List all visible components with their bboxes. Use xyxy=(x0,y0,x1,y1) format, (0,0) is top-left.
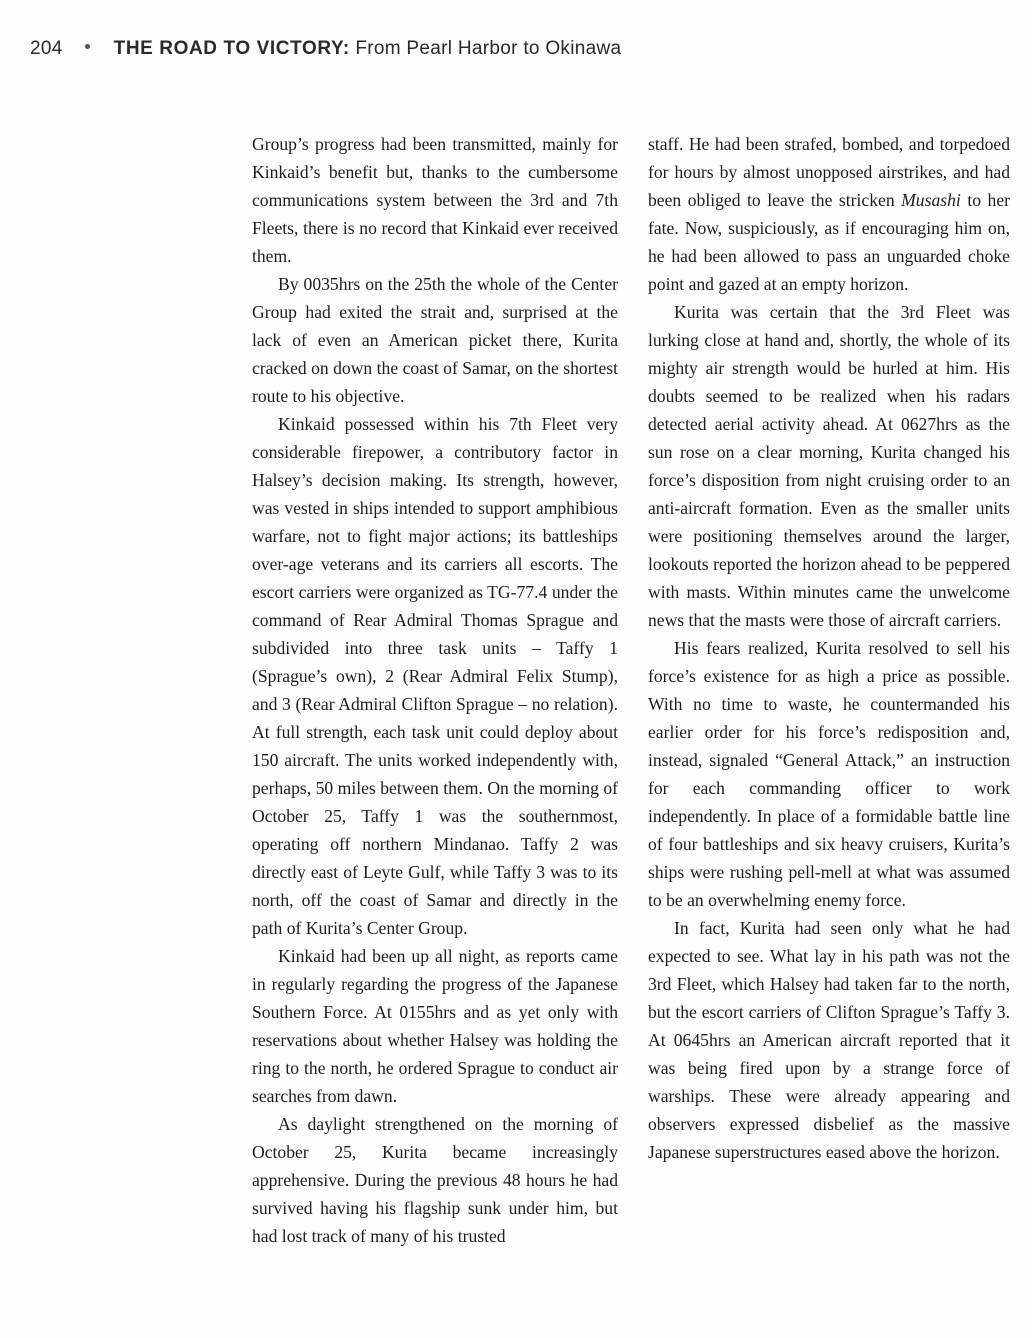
separator-bullet-icon xyxy=(85,44,90,49)
running-head xyxy=(30,38,621,60)
ship-name-italic: Musashi xyxy=(901,190,961,210)
paragraph: As daylight strengthened on the morning of October 25, Kurita became increasingly apprehensive. During the previous 48 hours he had survived having his flagship sunk under him, but had lost track of many of his trusted xyxy=(252,1114,618,1246)
paragraph: By 0035hrs on the 25th the whole of the Center Group had exited the strait and, surprised at the lack of even an American picket there, Kurita cracked on down the coast of Samar, on the shortest route to his objective. xyxy=(252,274,618,406)
page-number: 204 xyxy=(30,38,63,59)
paragraph: Kinkaid had been up all night, as reports came in regularly regarding the progress of the Japanese Southern Force. At 0155hrs and as yet only with reservations about whether Halsey was holding the ring to the north, he ordered Sprague to conduct air searches from dawn. xyxy=(252,946,618,1106)
paragraph: Kurita was certain that the 3rd Fleet was lurking close at hand and, shortly, the whole of its mighty air strength would be hurled at him. His doubts seemed to be realized when his radars detected aerial activity ahead. At 0627hrs as the sun rose on a clear morning, Kurita changed his force’s disposition from night cruising order to an anti-aircraft formation. Even as the smaller units were positioning themselves around the larger, lookouts reported the horizon ahead to be peppered with masts. Within minutes came the unwelcome news that the masts were those of aircraft carriers. xyxy=(648,302,1010,630)
right-text-column xyxy=(648,130,1010,1166)
paragraph-text: staff. He had been strafed, bombed, and torpedoed for hours by almost unopposed airstrikes, and had been obliged to leave the stricken xyxy=(648,134,1010,210)
book-subtitle: From Pearl Harbor to Okinawa xyxy=(349,38,622,59)
paragraph: Kinkaid possessed within his 7th Fleet very considerable firepower, a contributory factor in Halsey’s decision making. Its strength, however, was vested in ships intended to support amphibious warfare, not to fight major actions; its battleships over-age veterans and its carriers all escorts. The escort carriers were organized as TG-77.4 under the command of Rear Admiral Thomas Sprague and subdivided into three task units – Taffy 1 (Sprague’s own), 2 (Rear Admiral Felix Stump), and 3 (Rear Admiral Clifton Sprague – no relation). At full strength, each task unit could deploy about 150 aircraft. The units worked independently with, perhaps, 50 miles between them. On the morning of October 25, Taffy 1 was the southernmost, operating off northern Mindanao. Taffy 2 was directly east of Leyte Gulf, while Taffy 3 was to its north, off the coast of Samar and directly in the path of Kurita’s Center Group. xyxy=(252,414,618,938)
paragraph-text: to her fate. Now, suspiciously, as if encouraging him on, he had been allowed to pass an unguarded choke point and gazed at an empty horizon. xyxy=(648,190,1011,294)
paragraph: In fact, Kurita had seen only what he had expected to see. What lay in his path was not the 3rd Fleet, which Halsey had taken far to the north, but the escort carriers of Clifton Sprague’s Taffy 3. At 0645hrs an American aircraft reported that it was being fired upon by a strange force of warships. These were already appearing and observers expressed disbelief as the massive Japanese superstructures eased above the horizon. xyxy=(648,918,1010,1162)
paragraph: His fears realized, Kurita resolved to sell his force’s existence for as high a price as possible. With no time to waste, he countermanded his earlier order for his force’s redisposition and, instead, signaled “General Attack,” an instruction for each commanding officer to work independently. In place of a formidable battle line of four battleships and six heavy cruisers, Kurita’s ships were rushing pell-mell at what was assumed to be an overwhelming enemy force. xyxy=(648,638,1010,910)
paragraph-continued xyxy=(648,130,1010,298)
left-text-column xyxy=(252,130,618,1250)
paragraph-continued: Group’s progress had been transmitted, mainly for Kinkaid’s benefit but, thanks to the cumbersome communications system between the 3rd and 7th Fleets, there is no record that Kinkaid ever received them. xyxy=(252,134,618,266)
book-title: THE ROAD TO VICTORY: xyxy=(113,38,350,59)
